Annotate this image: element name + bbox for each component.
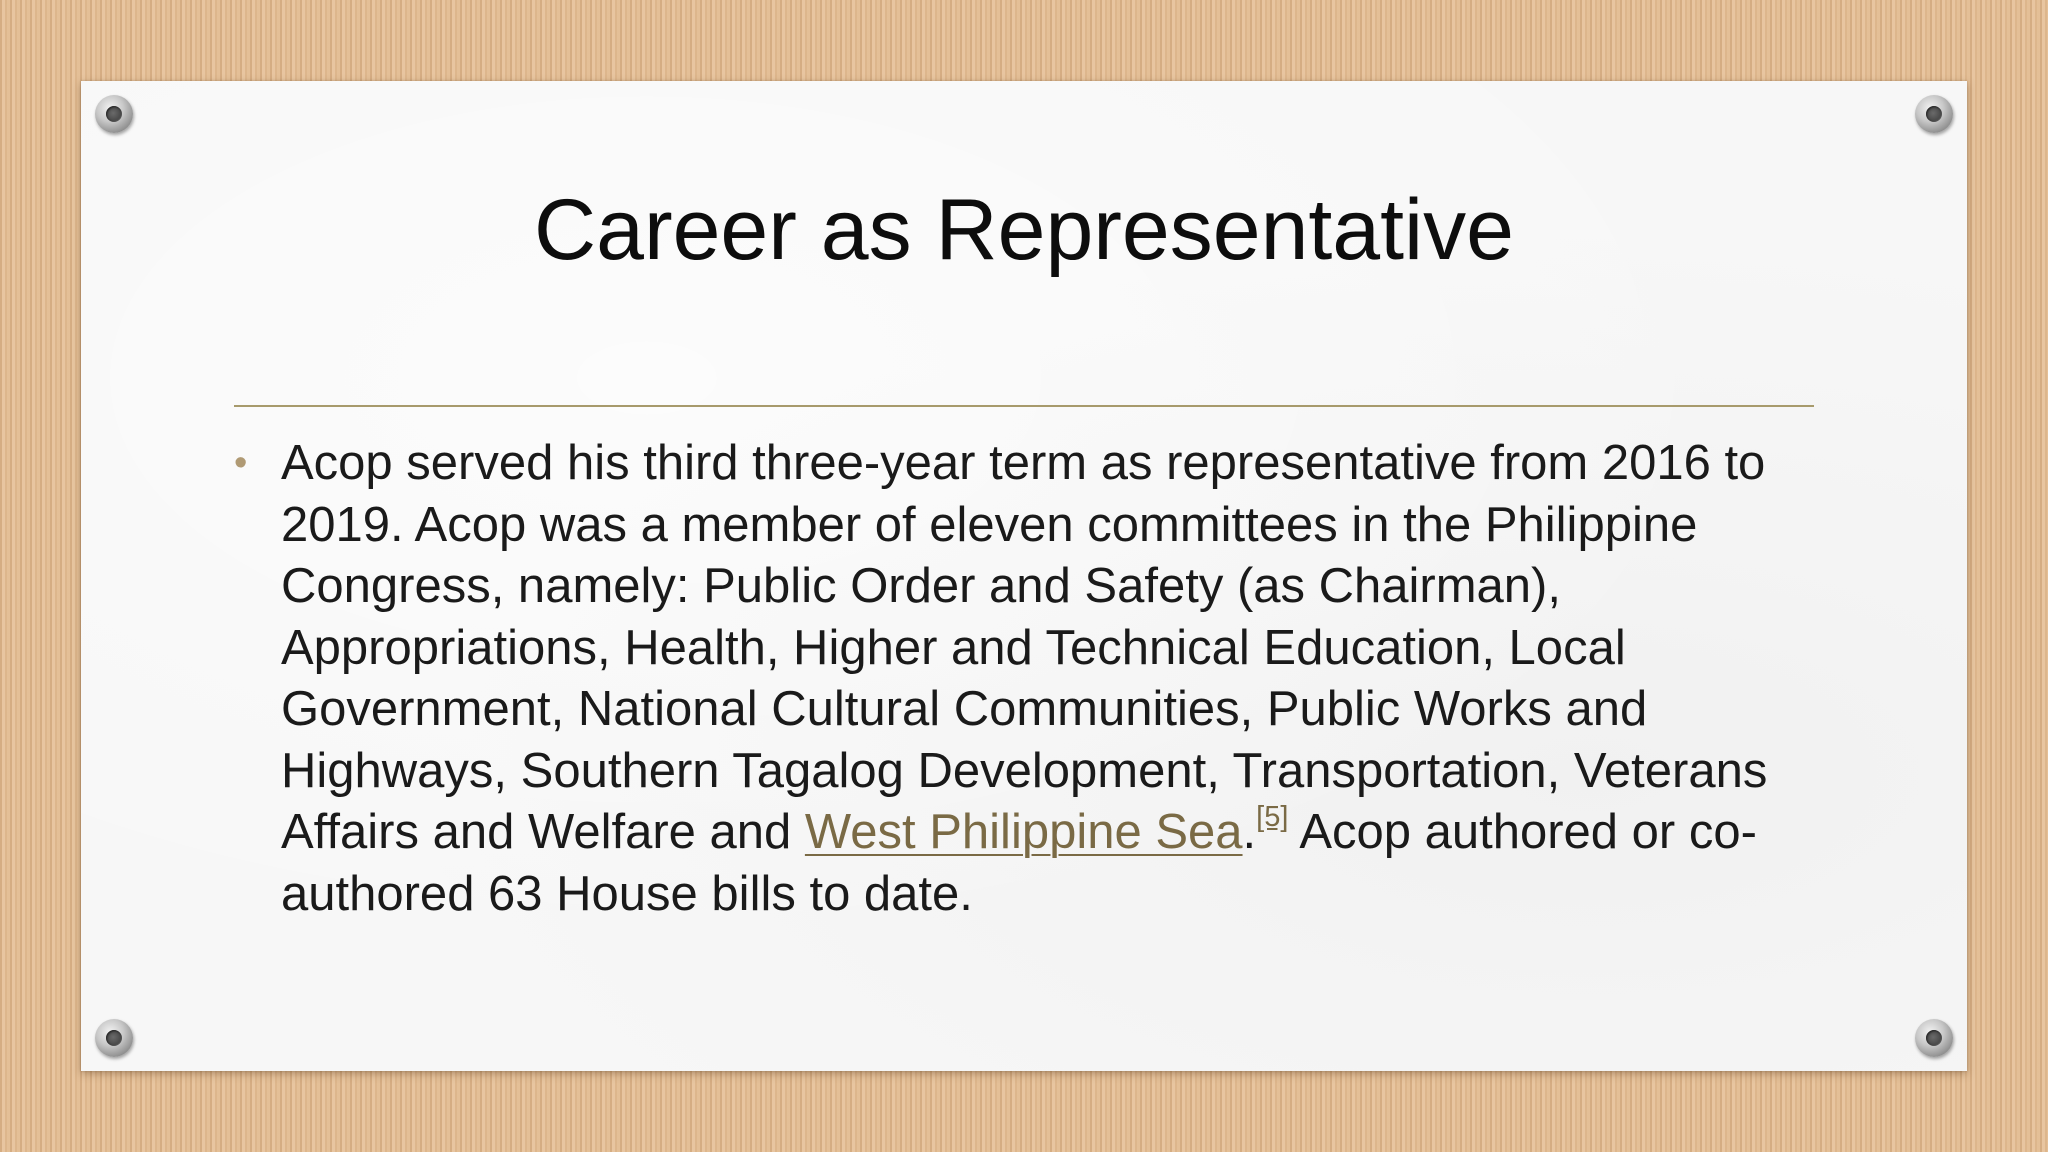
grommet-icon — [95, 95, 133, 133]
slide-card — [81, 81, 1967, 1071]
slide-content — [234, 433, 1814, 925]
grommet-icon — [95, 1019, 133, 1057]
period-text: . — [1242, 805, 1257, 859]
slide-title: Career as Representative — [534, 182, 1514, 278]
west-philippine-sea-link[interactable]: West Philippine Sea — [804, 805, 1243, 859]
grommet-icon — [1915, 95, 1953, 133]
bullet-item — [234, 433, 1814, 925]
title-divider — [234, 405, 1814, 407]
reference-link[interactable]: [5] — [1256, 801, 1289, 833]
bullet-text-continued: Acop authored or co-authored 63 House bills to date. — [281, 805, 1757, 921]
grommet-icon — [1915, 1019, 1953, 1057]
bullet-text: Acop served his third three-year term as representative from 2016 to 2019. Acop was a member of eleven committees in the Philippine Congress, namely: Public Order and Safety (as Chairman), Appropriations, Health, Higher and Technical Education, Local Government, National Cultural Communities, Public Works and Highways, Southern Tagalog Development, Transportation, Veterans Affairs and Welfare and — [281, 436, 1768, 859]
bullet-icon: • — [234, 442, 248, 484]
